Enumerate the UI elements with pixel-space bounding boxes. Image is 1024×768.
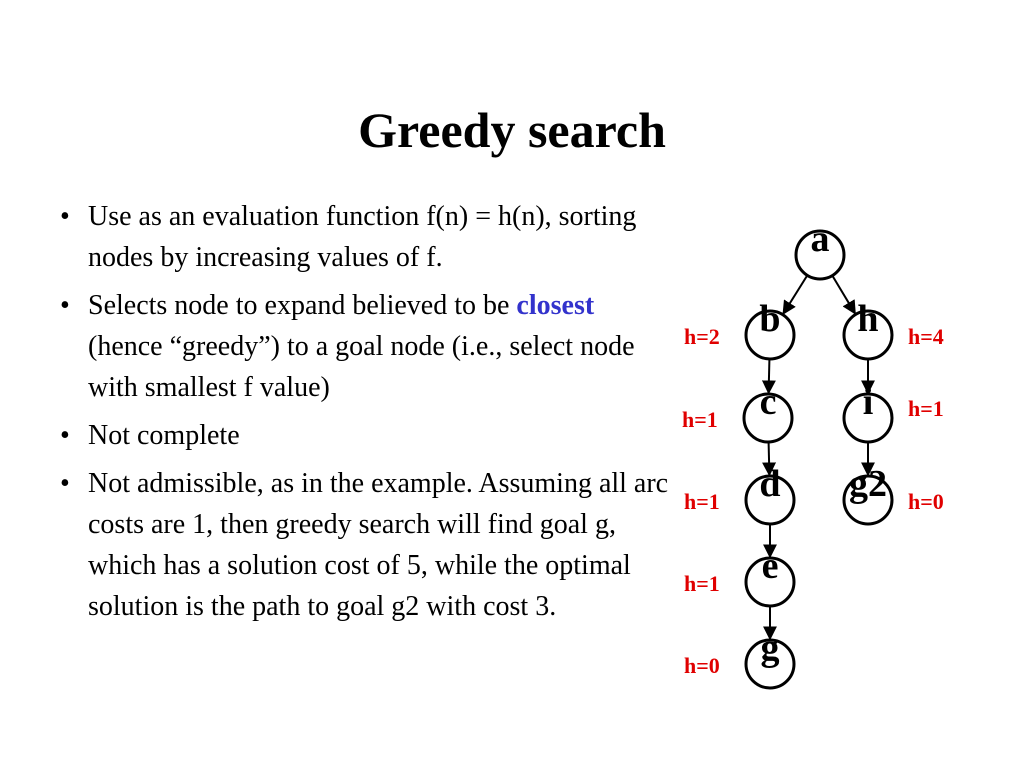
- heuristic-label-c: h=1: [682, 407, 718, 432]
- node-label: h: [857, 298, 879, 340]
- heuristic-label-e: h=1: [684, 571, 720, 596]
- node-label: c: [759, 381, 777, 423]
- tree-node-g: [746, 627, 794, 688]
- edge-a-b: [783, 275, 807, 313]
- bullet-text: (hence “greedy”) to a goal node (i.e., select node with smallest f value): [88, 331, 635, 403]
- bullet-marker: •: [60, 201, 70, 232]
- tree-node-g2: [844, 463, 892, 524]
- heuristic-label-i: h=1: [908, 396, 944, 421]
- tree-node-e: [746, 545, 794, 606]
- node-label: a: [810, 218, 830, 260]
- edge-a-h: [832, 276, 855, 314]
- tree-node-a: [796, 218, 844, 279]
- slide-title: Greedy search: [358, 102, 666, 158]
- node-label: g2: [849, 463, 887, 505]
- bullet-text: Not admissible, as in the example. Assuming all arc costs are 1, then greedy search will find goal g, which has a solution cost of 5, while the optimal solution is the path to goal g2 with cost 3.: [88, 468, 669, 622]
- tree-node-i: [844, 381, 892, 442]
- tree-node-c: [744, 381, 792, 442]
- bullet-marker: •: [60, 420, 70, 451]
- node-label: d: [759, 463, 781, 505]
- node-label: i: [862, 381, 874, 423]
- bullet-text: Selects node to expand believed to be: [88, 290, 517, 321]
- heuristic-label-b: h=2: [684, 324, 720, 349]
- heuristic-label-h: h=4: [908, 324, 944, 349]
- node-label: e: [761, 545, 779, 587]
- highlighted-term: closest: [516, 290, 595, 321]
- node-label: b: [759, 298, 781, 340]
- heuristic-label-d: h=1: [684, 489, 720, 514]
- bullet-marker: •: [60, 468, 70, 499]
- bullet-marker: •: [60, 290, 70, 321]
- heuristic-label-g: h=0: [684, 653, 720, 678]
- bullet-text: Use as an evaluation function f(n) = h(n), sorting nodes by increasing values of f.: [88, 201, 637, 273]
- heuristic-label-g2: h=0: [908, 489, 944, 514]
- bullet-text: Not complete: [88, 420, 240, 451]
- node-label: g: [760, 627, 780, 669]
- tree-node-d: [746, 463, 794, 524]
